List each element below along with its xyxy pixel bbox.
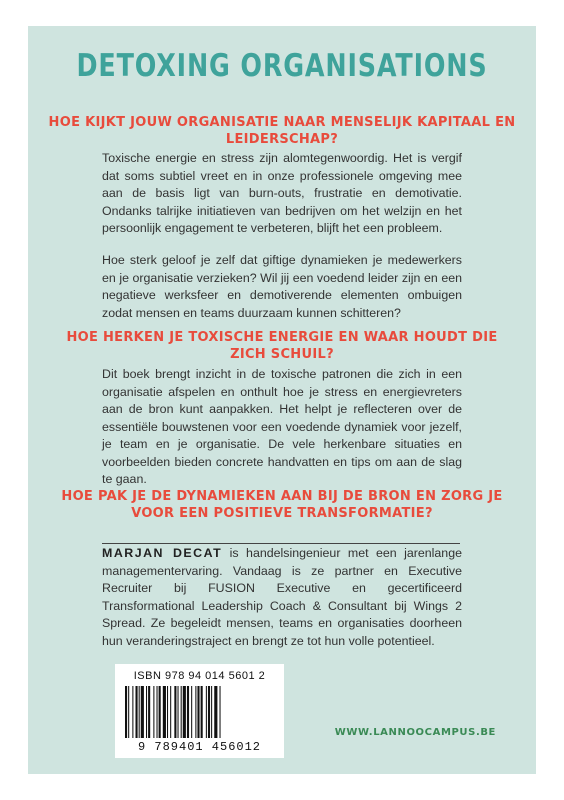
barcode-bar xyxy=(214,686,217,738)
barcode-bar xyxy=(132,686,133,738)
question-heading-3: HOE PAK JE DE DYNAMIEKEN AAN BIJ DE BRON EN ZORG JE VOOR EEN POSITIEVE TRANSFORMATIE? xyxy=(61,489,503,521)
author-bio xyxy=(102,545,462,650)
barcode-bar xyxy=(148,686,150,738)
barcode-bar xyxy=(187,686,189,738)
divider-line xyxy=(102,543,460,544)
barcode-bar xyxy=(191,686,192,738)
barcode-bar xyxy=(141,686,144,738)
barcode xyxy=(115,664,284,758)
paragraph-1: Toxische energie en stress zijn alomtegenwoordig. Het is vergif dat soms subtiel vreet en in onze professionele omgeving mee aan de basis ligt van burn-outs, frustratie en demotivatie. Ondanks talrijke initiatieven van bedrijven om het welzijn en het persoonlijk engagement te verbeteren, blijft het een probleem. xyxy=(102,151,462,235)
barcode-bar xyxy=(163,686,166,738)
barcode-bar xyxy=(153,686,154,738)
barcode-bars xyxy=(125,686,275,738)
paragraph-3: Dit boek brengt inzicht in de toxische patronen die zich in een organisatie afspelen en onthult hoe je stress en energievreters aan de bron kunt aanpakken. Het helpt je reflecteren over de essentiële bouwstenen voor een voedende dynamiek voor jezelf, je team en je organisatie. De vele herkenbare situaties en voorbeelden bieden concrete handvatten en tips om aan de slag te gaan. xyxy=(102,367,462,486)
barcode-bar xyxy=(178,686,179,738)
paragraph-2: Hoe sterk geloof je zelf dat giftige dynamieken je medewerkers en je organisatie verzieken? Wil jij een voedend leider zijn en een negatieve werksfeer en demotiverende elementen ombuigen zodat mensen en teams duurzaam kunnen schitteren? xyxy=(102,253,462,320)
barcode-bar xyxy=(208,686,210,738)
isbn-label: ISBN 978 94 014 5601 2 xyxy=(133,670,266,682)
barcode-bar xyxy=(195,686,196,738)
barcode-bar xyxy=(183,686,186,738)
barcode-bar xyxy=(128,686,129,738)
publisher-website[interactable]: WWW.LANNOOCAMPUS.BE xyxy=(334,727,496,738)
author-bio-text: is handelsingenieur met een jarenlange managementervaring. Vandaag is ze partner en Executive Recruiter bij FUSION Executive en gecertificeerd Transformational Leadership Coach & Consultant bij Wings 2 Spread. Ze begeleidt mensen, teams en organisaties doorheen hun veranderingstraject en brengt ze tot hun volle potentieel. xyxy=(102,546,462,648)
back-cover xyxy=(28,26,536,774)
barcode-bar xyxy=(201,686,203,738)
barcode-bar xyxy=(220,686,221,738)
barcode-bar xyxy=(206,686,207,738)
barcode-bar xyxy=(174,686,176,738)
barcode-bar xyxy=(197,686,199,738)
book-title: DETOXING ORGANISATIONS xyxy=(76,48,488,84)
barcode-digits: 9 789401 456012 xyxy=(137,740,262,754)
barcode-bar xyxy=(181,686,182,738)
author-name: MARJAN DECAT xyxy=(102,546,223,560)
barcode-bar xyxy=(211,686,212,738)
question-heading-1: HOE KIJKT JOUW ORGANISATIE NAAR MENSELIJK KAPITAAL EN LEIDERSCHAP? xyxy=(48,115,516,147)
question-heading-2: HOE HERKEN JE TOXISCHE ENERGIE EN WAAR HOUDT DIE ZICH SCHUIL? xyxy=(66,330,498,362)
barcode-bar xyxy=(146,686,147,738)
barcode-bar xyxy=(125,686,127,738)
barcode-bar xyxy=(170,686,171,738)
barcode-bar xyxy=(159,686,161,738)
barcode-bar xyxy=(157,686,158,738)
barcode-bar xyxy=(167,686,168,738)
barcode-bar xyxy=(139,686,140,738)
barcode-bar xyxy=(136,686,138,738)
